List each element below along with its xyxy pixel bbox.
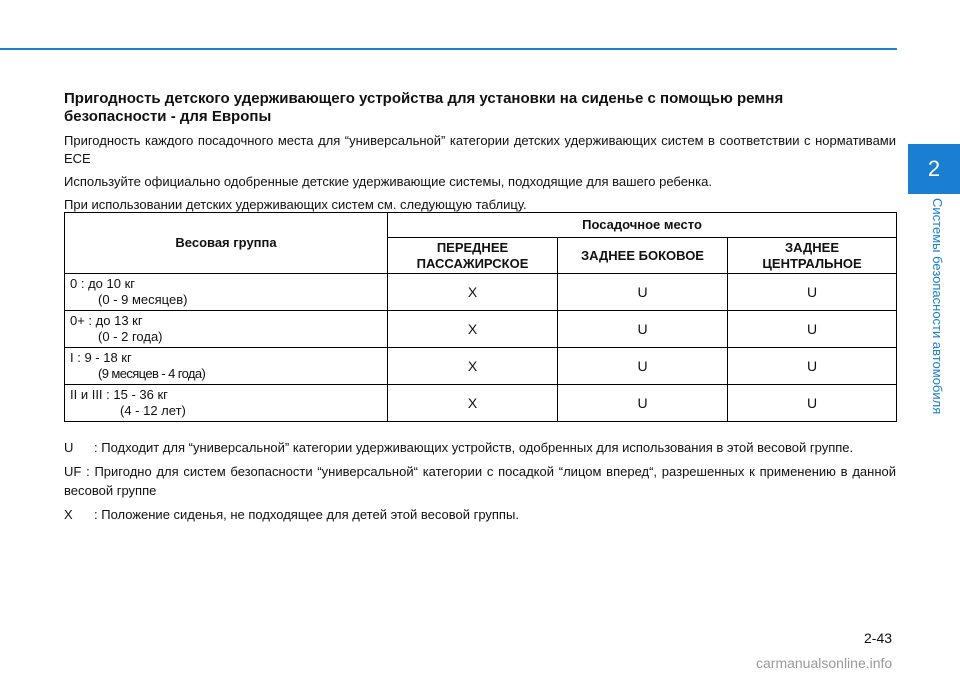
intro-paragraph-2: Используйте официально одобренные детские удерживающие системы, подходящие для вашего ребенка. — [64, 174, 712, 189]
section-body — [64, 90, 896, 214]
front-passenger-mark: X — [388, 311, 558, 348]
heading-line-1: Пригодность детского удерживающего устройства для установки на сиденье с помощью ремня — [64, 90, 784, 107]
legend-x-text: : Положение сиденья, не подходящее для детей этой весовой группы. — [94, 507, 519, 522]
weight-group-cell — [65, 274, 388, 311]
rear-side-mark: U — [558, 311, 728, 348]
chapter-number: 2 — [927, 156, 941, 181]
rear-side-mark: U — [558, 385, 728, 422]
watermark: carmanualsonline.info — [756, 655, 893, 671]
rear-center-mark: U — [728, 348, 897, 385]
front-passenger-mark: X — [388, 348, 558, 385]
rear-center-mark: U — [728, 311, 897, 348]
table-row — [65, 385, 897, 422]
age-range: (4 - 12 лет) — [120, 403, 186, 418]
legend-u — [64, 438, 896, 457]
weight-group-cell — [65, 311, 388, 348]
rear-side-mark: U — [558, 274, 728, 311]
legend-x — [64, 505, 896, 524]
intro-paragraph-3: При использовании детских удерживающих систем см. следующую таблицу. — [64, 197, 527, 212]
intro-paragraph-1: Пригодность каждого посадочного места для “универсальной” категории детских удерживающих систем в соответствии с нормативами ECE — [64, 133, 896, 166]
weight-range: II и III : 15 - 36 кг — [70, 387, 168, 402]
front-passenger-mark: X — [388, 274, 558, 311]
chapter-title: Системы безопасности автомобиля — [930, 198, 945, 415]
header-rear-center — [728, 238, 897, 274]
header-weight-group: Весовая группа — [65, 213, 388, 274]
header-front-passenger — [388, 238, 558, 274]
header-rear-center-line-1: ЗАДНЕЕ — [785, 239, 840, 255]
page-number: 2-43 — [864, 630, 893, 646]
top-rule — [0, 48, 897, 50]
legend — [64, 438, 896, 529]
front-passenger-mark: X — [388, 385, 558, 422]
legend-u-text: : Подходит для “универсальной” категории удерживающих устройств, одобренных для использования в этой весовой группе. — [94, 440, 854, 455]
suitability-table — [64, 212, 897, 422]
rear-center-mark: U — [728, 385, 897, 422]
rear-center-mark: U — [728, 274, 897, 311]
header-front-line-1: ПЕРЕДНЕЕ — [436, 239, 509, 255]
legend-u-key: U — [64, 440, 74, 455]
weight-group-cell — [65, 385, 388, 422]
weight-range: 0+ : до 13 кг — [70, 313, 143, 328]
rear-side-mark: U — [558, 348, 728, 385]
header-front-line-2: ПАССАЖИРСКОЕ — [416, 255, 529, 271]
heading-line-2: безопасности - для Европы — [64, 108, 272, 125]
age-range: (9 месяцев - 4 года) — [98, 366, 206, 381]
header-rear-side: ЗАДНЕЕ БОКОВОЕ — [558, 238, 728, 274]
weight-range: 0 : до 10 кг — [70, 276, 135, 291]
section-heading — [64, 90, 896, 126]
table-row — [65, 348, 897, 385]
legend-uf: UF : Пригодно для систем безопасности “универсальной“ категории с посадкой “лицом вперед“, разрешенных к применению в данной весовой группе — [64, 464, 896, 498]
age-range: (0 - 2 года) — [98, 329, 163, 344]
table-row — [65, 311, 897, 348]
weight-range: I : 9 - 18 кг — [70, 350, 132, 365]
header-rear-center-line-2: ЦЕНТРАЛЬНОЕ — [762, 255, 862, 271]
header-seat-position: Посадочное место — [388, 213, 897, 238]
table-row — [65, 274, 897, 311]
legend-x-key: X — [64, 507, 73, 522]
chapter-number-tab — [908, 144, 960, 194]
weight-group-cell — [65, 348, 388, 385]
age-range: (0 - 9 месяцев) — [98, 292, 188, 307]
